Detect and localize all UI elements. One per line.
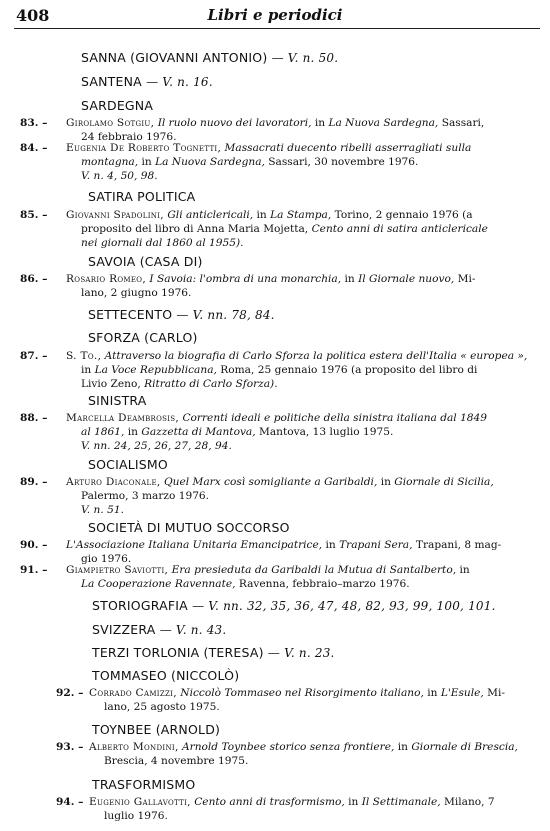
cross-reference: — V. n. 50. (271, 51, 339, 65)
section-heading-svizzera: SVIZZERA — V. n. 43. (92, 622, 227, 637)
cross-reference: V. n. 4, 50, 98. (81, 170, 158, 182)
bibliography-entry-84: 84. – Eugenia De Roberto Tognetti, Massacrati duecento ribelli asserragliati sulla montagna, in La Nuova Sardegna, Sassari, 30 novembre 1976. V. n. 4, 50, 98. (20, 142, 472, 182)
section-heading-toynbee: TOYNBEE (ARNOLD) (92, 722, 221, 737)
page-header (0, 0, 550, 30)
section-heading-storiografia: STORIOGRAFIA — V. nn. 32, 35, 36, 47, 48, 82, 93, 99, 100, 101. (92, 598, 496, 613)
bibliography-entry-83: 83. – Girolamo Sotgiu, Il ruolo nuovo dei lavoratori, in La Nuova Sardegna, Sassari, 24 febbraio 1976. (20, 117, 485, 143)
section-heading-tommaseo: TOMMASEO (NICCOLÒ) (92, 668, 240, 683)
bibliography-entry-91: 91. – Giampietro Saviotti, Era presieduta da Garibaldi la Mutua di Santalberto, in La Cooperazione Ravennate, Ravenna, febbraio–marzo 1976. (20, 564, 470, 590)
section-heading-socialismo: SOCIALISMO (88, 457, 168, 472)
bibliography-entry-86: 86. – Rosario Romeo, I Savoia: l'ombra di una monarchia, in Il Giornale nuovo, Mi- lano, 2 giugno 1976. (20, 273, 476, 299)
header-rule (14, 28, 540, 29)
section-heading-satira-politica: SATIRA POLITICA (88, 189, 196, 204)
section-heading-societa-mutuo-soccorso: SOCIETÀ DI MUTUO SOCCORSO (88, 520, 290, 535)
cross-reference: V. n. 51. (81, 504, 124, 516)
section-heading-sforza: SFORZA (CARLO) (88, 330, 198, 345)
page-number: 408 (16, 6, 50, 25)
bibliography-entry-93: 93. – Alberto Mondini, Arnold Toynbee storico senza frontiere, in Giornale di Brescia, Brescia, 4 novembre 1975. (56, 741, 518, 767)
section-heading-savoia: SAVOIA (CASA DI) (88, 254, 203, 269)
section-heading-santena: SANTENA — V. n. 16. (81, 74, 213, 89)
section-heading-sardegna: SARDEGNA (81, 98, 154, 113)
cross-reference: — V. n. 16. (146, 75, 213, 89)
cross-reference: — V. n. 23. (267, 646, 335, 660)
cross-reference: — V. n. 43. (159, 623, 227, 637)
cross-reference: — V. nn. 78, 84. (176, 308, 275, 322)
bibliography-entry-94: 94. – Eugenio Gallavotti, Cento anni di trasformismo, in Il Settimanale, Milano, 7 luglio 1976. (56, 796, 495, 822)
section-heading-terzi-torlonia: TERZI TORLONIA (TERESA) — V. n. 23. (92, 645, 335, 660)
bibliography-entry-92: 92. – Corrado Camizzi, Niccolò Tommaseo nel Risorgimento italiano, in L'Esule, Mi- lano, 25 agosto 1975. (56, 687, 505, 713)
section-heading-trasformismo: TRASFORMISMO (92, 777, 196, 792)
section-heading-sanna: SANNA (GIOVANNI ANTONIO) — V. n. 50. (81, 50, 339, 65)
section-heading-settecento: SETTECENTO — V. nn. 78, 84. (88, 307, 275, 322)
bibliography-entry-88: 88. – Marcella Deambrosis, Correnti ideali e politiche della sinistra italiana dal 1849 al 1861, in Gazzetta di Mantova, Mantova, 13 luglio 1975. V. nn. 24, 25, 26, 27, 28, 94. (20, 412, 488, 452)
bibliography-entry-89: 89. – Arturo Diaconale, Quel Marx così somigliante a Garibaldi, in Giornale di Sicilia, Palermo, 3 marzo 1976. V. n. 51. (20, 476, 494, 516)
bibliography-entry-87: 87. – S. To., Attraverso la biografia di Carlo Sforza la politica estera dell'Italia « europea », in La Voce Repubblicana, Roma, 25 gennaio 1976 (a proposito del libro di Livio Zeno, Ritratto di Carlo Sforza). (20, 350, 528, 390)
bibliography-entry-85: 85. – Giovanni Spadolini, Gli anticlericali, in La Stampa, Torino, 2 gennaio 1976 (a proposito del libro di Anna Maria Mojetta, Cento anni di satira anticlericale nei giornali dal 1860 al 1955). (20, 209, 488, 249)
cross-reference: V. nn. 24, 25, 26, 27, 28, 94. (81, 440, 232, 452)
cross-reference: — V. nn. 32, 35, 36, 47, 48, 82, 93, 99, 100, 101. (192, 599, 496, 613)
running-title: Libri e periodici (207, 6, 343, 24)
section-heading-sinistra: SINISTRA (88, 393, 147, 408)
bibliography-entry-90: 90. – L'Associazione Italiana Unitaria Emancipatrice, in Trapani Sera, Trapani, 8 mag- gio 1976. (20, 539, 502, 565)
